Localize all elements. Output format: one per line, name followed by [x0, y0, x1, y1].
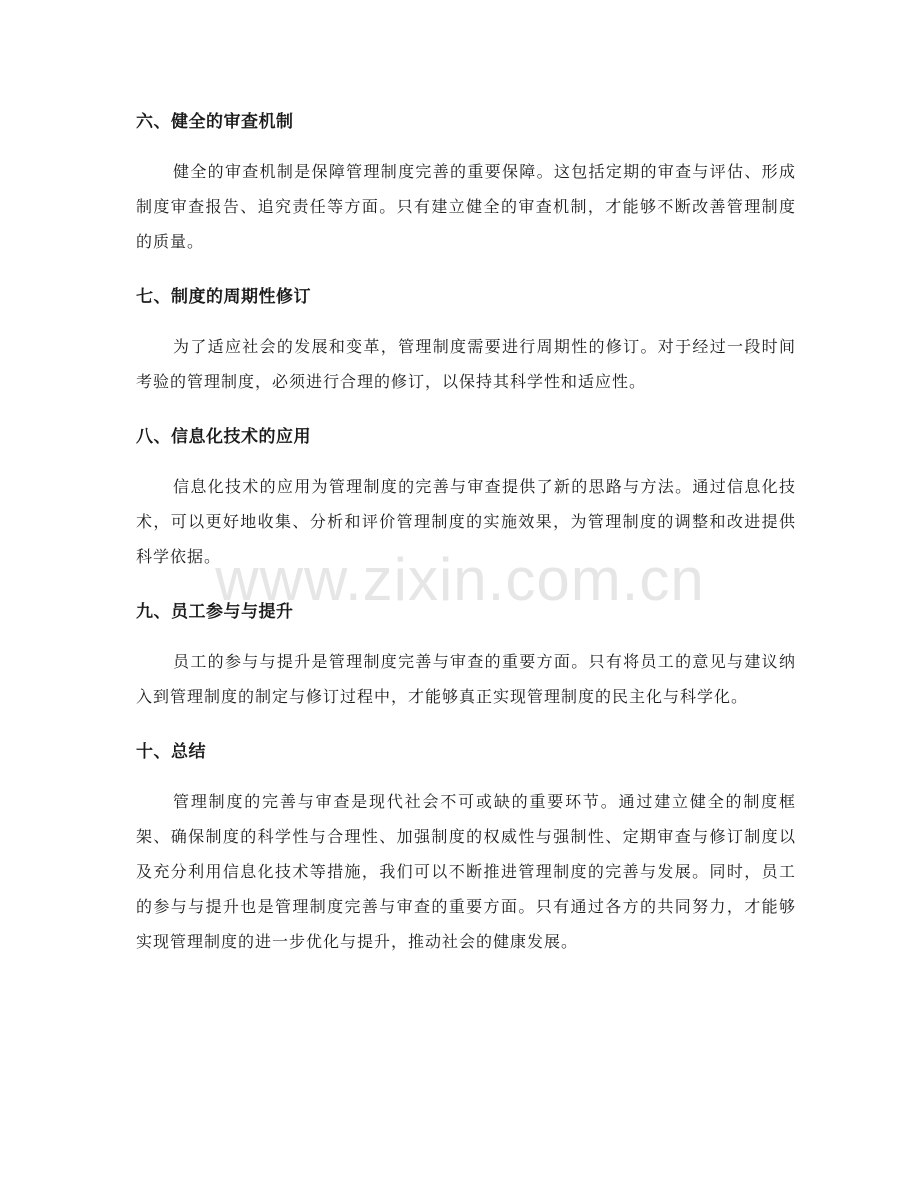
section-paragraph: 健全的审查机制是保障管理制度完善的重要保障。这包括定期的审查与评估、形成制度审查报告、追究责任等方面。只有建立健全的审查机制，才能够不断改善管理制度的质量。: [136, 162, 796, 251]
section-heading: 六、健全的审查机制: [136, 112, 294, 132]
section-6: [136, 104, 796, 259]
section-heading: 十、总结: [136, 742, 206, 762]
section-7: [136, 279, 796, 399]
section-8: [136, 419, 796, 574]
section-paragraph: 信息化技术的应用为管理制度的完善与审查提供了新的思路与方法。通过信息化技术，可以更好地收集、分析和评价管理制度的实施效果，为管理制度的调整和改进提供科学依据。: [136, 477, 796, 566]
section-paragraph: 员工的参与与提升是管理制度完善与审查的重要方面。只有将员工的意见与建议纳入到管理制度的制定与修订过程中，才能够真正实现管理制度的民主化与科学化。: [136, 652, 796, 706]
section-paragraph: 为了适应社会的发展和变革，管理制度需要进行周期性的修订。对于经过一段时间考验的管理制度，必须进行合理的修订，以保持其科学性和适应性。: [136, 337, 796, 391]
section-paragraph: 管理制度的完善与审查是现代社会不可或缺的重要环节。通过建立健全的制度框架、确保制度的科学性与合理性、加强制度的权威性与强制性、定期审查与修订制度以及充分利用信息化技术等措施，我们可以不断推进管理制度的完善与发展。同时，员工的参与与提升也是管理制度完善与审查的重要方面。只有通过各方的共同努力，才能够实现管理制度的进一步优化与提升，推动社会的健康发展。: [136, 792, 796, 951]
section-heading: 七、制度的周期性修订: [136, 287, 311, 307]
section-9: [136, 594, 796, 714]
section-heading: 九、员工参与与提升: [136, 602, 294, 622]
document-content: [136, 104, 796, 979]
section-10: [136, 734, 796, 959]
section-heading: 八、信息化技术的应用: [136, 427, 311, 447]
watermark: www.zixin.com.cn: [215, 546, 705, 613]
